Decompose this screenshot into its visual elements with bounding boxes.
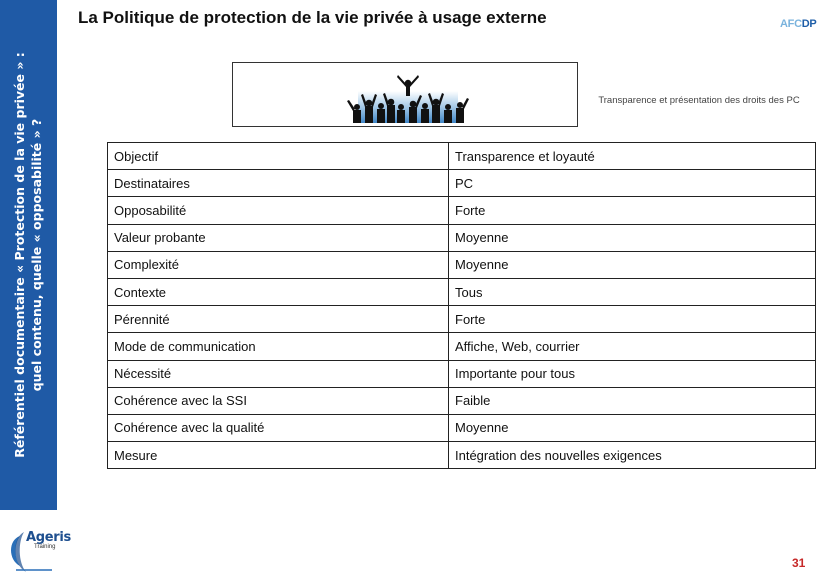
row-label: Nécessité: [108, 360, 449, 387]
table-row: [108, 143, 816, 170]
row-label: Objectif: [108, 143, 449, 170]
table-row: [108, 414, 816, 441]
table-row: [108, 360, 816, 387]
illustration-caption: Transparence et présentation des droits des PC: [598, 95, 800, 106]
table-row: [108, 197, 816, 224]
ageris-brand-sub: Training: [34, 544, 56, 550]
row-label: Pérennité: [108, 306, 449, 333]
row-label: Valeur probante: [108, 224, 449, 251]
table-row: [108, 224, 816, 251]
page-title: La Politique de protection de la vie privée à usage externe: [78, 8, 547, 27]
row-label: Contexte: [108, 278, 449, 305]
row-value: Forte: [449, 197, 816, 224]
row-label: Mesure: [108, 442, 449, 469]
row-value: Moyenne: [449, 251, 816, 278]
table-row: [108, 170, 816, 197]
ageris-brand: Ageris: [26, 530, 71, 545]
afcdp-logo: AFCDP: [780, 18, 817, 30]
page-number: 31: [792, 556, 806, 570]
row-value: Forte: [449, 306, 816, 333]
row-value: Importante pour tous: [449, 360, 816, 387]
row-value: Faible: [449, 387, 816, 414]
row-label: Complexité: [108, 251, 449, 278]
row-value: Moyenne: [449, 414, 816, 441]
sidebar-title-line2: quel contenu, quelle « opposabilité » ?: [29, 118, 44, 392]
row-label: Cohérence avec la SSI: [108, 387, 449, 414]
row-value: PC: [449, 170, 816, 197]
row-label: Destinataires: [108, 170, 449, 197]
sidebar-title-line1: Référentiel documentaire « Protection de la vie privée » :: [12, 52, 27, 458]
table-row: [108, 333, 816, 360]
row-value: Affiche, Web, courrier: [449, 333, 816, 360]
row-label: Cohérence avec la qualité: [108, 414, 449, 441]
table-row: [108, 251, 816, 278]
row-value: Transparence et loyauté: [449, 143, 816, 170]
sidebar-band: [0, 0, 57, 510]
table-row: [108, 442, 816, 469]
row-label: Mode de communication: [108, 333, 449, 360]
table-row: [108, 306, 816, 333]
row-value: Moyenne: [449, 224, 816, 251]
table-row: [108, 387, 816, 414]
sidebar-title: [11, 5, 45, 505]
attributes-table: [107, 142, 816, 469]
row-value: Tous: [449, 278, 816, 305]
row-label: Opposabilité: [108, 197, 449, 224]
row-value: Intégration des nouvelles exigences: [449, 442, 816, 469]
table-row: [108, 278, 816, 305]
crowd-illustration: [343, 69, 473, 123]
illustration-frame: [232, 62, 578, 127]
